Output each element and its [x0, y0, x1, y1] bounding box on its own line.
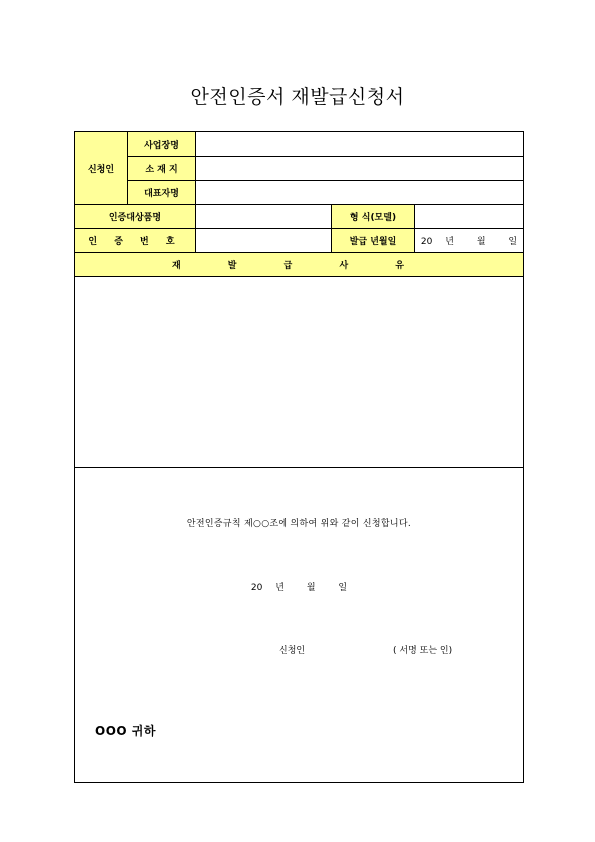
declaration-date-year-prefix: 20: [250, 583, 263, 593]
declaration-date-day-unit: 일: [338, 583, 348, 593]
reason-header-label: 재 발 급 사 유: [75, 253, 524, 277]
application-form-table: [74, 131, 524, 783]
signature-note[interactable]: ( 서명 또는 인): [393, 646, 453, 656]
cert-number-field[interactable]: [196, 229, 332, 253]
declaration-row: [75, 468, 524, 783]
declaration-date-month-unit: 월: [306, 583, 316, 593]
address-label: 소 재 지: [128, 157, 196, 181]
declaration-statement: 안전인증규칙 제○○조에 의하여 위와 같이 신청합니다.: [186, 519, 412, 529]
declaration-date[interactable]: [75, 580, 523, 593]
product-row: [75, 205, 524, 229]
declaration-date-year-unit: 년: [275, 583, 284, 593]
target-product-label: 인증대상품명: [75, 205, 196, 229]
applicant-address-row: [75, 157, 524, 181]
issue-date-year-unit: 년: [445, 237, 454, 247]
declaration-box: [75, 468, 524, 783]
model-field[interactable]: [415, 205, 524, 229]
reason-header-row: [75, 253, 524, 277]
representative-label: 대표자명: [128, 181, 196, 205]
issue-date-day-unit: 일: [508, 237, 518, 247]
issue-date-month-unit: 월: [476, 237, 486, 247]
reason-body-row: [75, 277, 524, 468]
issue-date-label: 발급 년월일: [332, 229, 415, 253]
cert-number-label: 인 증 번 호: [75, 229, 196, 253]
declaration-applicant-label: 신청인: [279, 646, 306, 656]
model-label: 형 식(모델): [332, 205, 415, 229]
issue-date-field[interactable]: [415, 229, 524, 253]
applicant-group-label: 신청인: [75, 132, 128, 205]
addressee: OOO 귀하: [95, 724, 156, 738]
business-name-label: 사업장명: [128, 132, 196, 157]
reason-text-area[interactable]: [75, 277, 524, 468]
address-field[interactable]: [196, 157, 524, 181]
issue-date-year-prefix: 20: [420, 237, 433, 247]
representative-field[interactable]: [196, 181, 524, 205]
target-product-field[interactable]: [196, 205, 332, 229]
applicant-representative-row: [75, 181, 524, 205]
certification-row: [75, 229, 524, 253]
document-title: 안전인증서 재발급신청서: [190, 86, 405, 108]
business-name-field[interactable]: [196, 132, 524, 157]
applicant-business-row: [75, 132, 524, 157]
